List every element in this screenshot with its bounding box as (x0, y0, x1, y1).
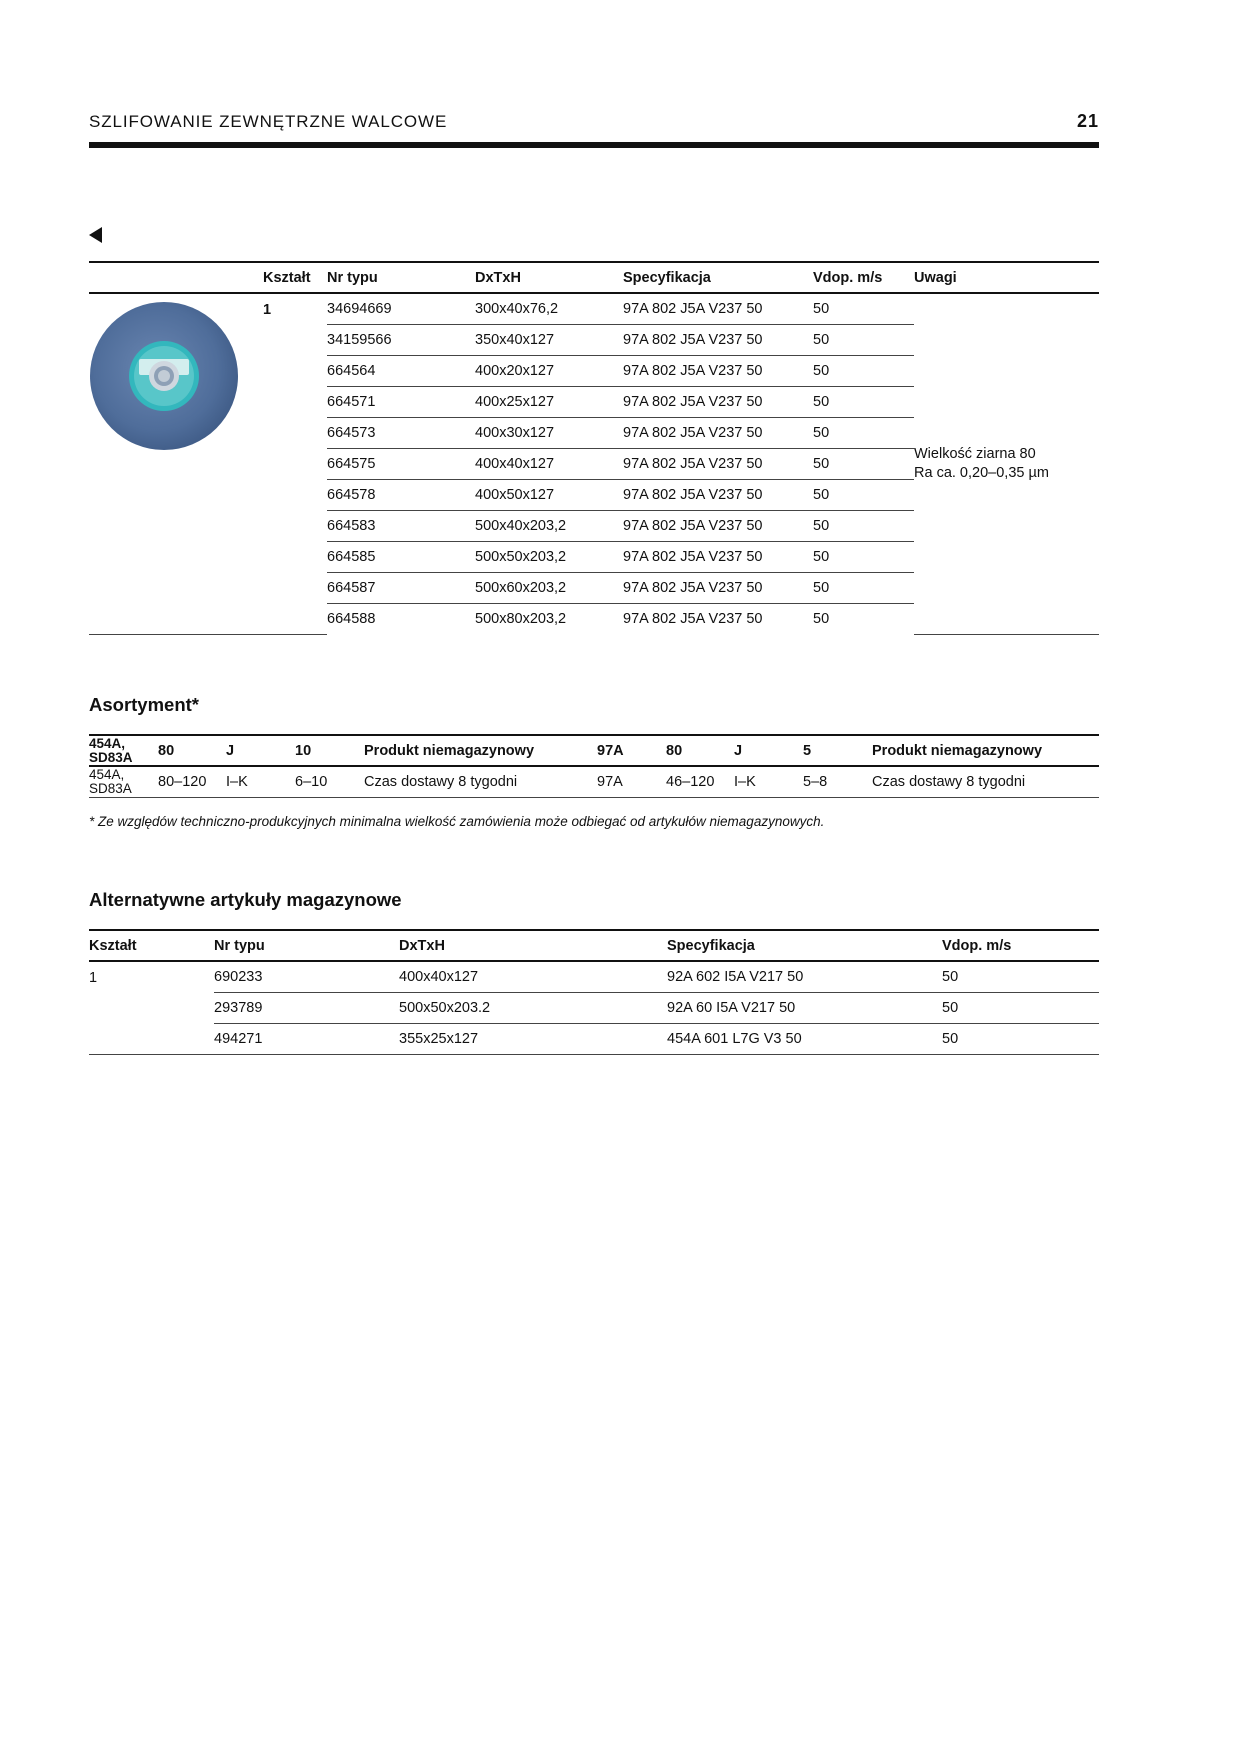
dimensions: 500x50x203.2 (399, 992, 667, 1023)
dimensions: 400x25x127 (475, 386, 623, 417)
type-number: 34694669 (327, 293, 475, 324)
type-number: 494271 (214, 1023, 399, 1054)
max-speed: 50 (813, 293, 914, 324)
page-number: 21 (1076, 111, 1099, 131)
type-number: 664575 (327, 448, 475, 479)
notes-cell (914, 293, 1099, 634)
specification: 454A 601 L7G V3 50 (667, 1023, 942, 1054)
column-header-type-no: Nr typu (327, 262, 475, 293)
type-number: 664585 (327, 541, 475, 572)
note-grain-size: Wielkość ziarna 80 (914, 445, 1036, 462)
grade: 454A, SD83A (89, 735, 158, 766)
dimensions: 400x40x127 (475, 448, 623, 479)
hardness: I–K (226, 766, 295, 797)
grade: 97A (597, 766, 666, 797)
table-row (89, 961, 1099, 992)
grade: 454A, SD83A (89, 766, 158, 797)
specification: 97A 802 J5A V237 50 (623, 293, 813, 324)
dimensions: 500x50x203,2 (475, 541, 623, 572)
column-header-type-no: Nr typu (214, 930, 399, 961)
specification: 92A 602 I5A V217 50 (667, 961, 942, 992)
alternatives-table (89, 929, 1099, 1055)
max-speed: 50 (813, 386, 914, 417)
grain: 80–120 (158, 766, 226, 797)
product-image-cell (89, 293, 263, 634)
type-number: 293789 (214, 992, 399, 1023)
hardness: J (734, 735, 803, 766)
dimensions: 400x50x127 (475, 479, 623, 510)
dimensions: 300x40x76,2 (475, 293, 623, 324)
table-row (89, 1023, 1099, 1054)
product-table (89, 261, 1099, 635)
column-header-shape: Kształt (89, 930, 214, 961)
max-speed: 50 (813, 448, 914, 479)
shape-cell (263, 293, 327, 634)
type-number: 664588 (327, 610, 376, 627)
delivery-time: Czas dostawy 8 tygodni (872, 766, 1099, 797)
grinding-wheel-icon (89, 301, 239, 451)
note-roughness: Ra ca. 0,20–0,35 µm (914, 464, 1049, 481)
specification: 97A 802 J5A V237 50 (623, 355, 813, 386)
max-speed: 50 (813, 510, 914, 541)
column-header-dimensions: DxTxH (475, 262, 623, 293)
back-arrow-icon[interactable] (89, 227, 102, 243)
hardness: I–K (734, 766, 803, 797)
availability: Produkt niemagazynowy (872, 735, 1099, 766)
header-rule (89, 142, 1099, 148)
header-title: SZLIFOWANIE ZEWNĘTRZNE WALCOWE (89, 112, 448, 131)
max-speed: 50 (942, 961, 1099, 992)
table-row (89, 293, 1099, 324)
table-row (89, 992, 1099, 1023)
type-number: 690233 (214, 961, 399, 992)
specification: 97A 802 J5A V237 50 (623, 541, 813, 572)
specification: 97A 802 J5A V237 50 (623, 610, 763, 627)
specification: 97A 802 J5A V237 50 (623, 417, 813, 448)
hardness: J (226, 735, 295, 766)
specification: 97A 802 J5A V237 50 (623, 386, 813, 417)
structure: 5–8 (803, 766, 872, 797)
alternatives-title: Alternatywne artykuły magazynowe (89, 889, 402, 910)
availability: Produkt niemagazynowy (364, 735, 597, 766)
type-number: 664587 (327, 572, 475, 603)
grain: 80 (158, 735, 226, 766)
max-speed: 50 (813, 417, 914, 448)
specification: 92A 60 I5A V217 50 (667, 992, 942, 1023)
max-speed: 50 (813, 324, 914, 355)
type-number: 664571 (327, 386, 475, 417)
specification: 97A 802 J5A V237 50 (623, 510, 813, 541)
structure: 10 (295, 735, 364, 766)
assortment-title: Asortyment* (89, 694, 199, 715)
dimensions: 355x25x127 (399, 1023, 667, 1054)
column-header-speed: Vdop. m/s (942, 930, 1099, 961)
footnote: * Ze względów techniczno-produkcyjnych minimalna wielkość zamówienia może odbiegać od artykułów niemagazynowych. (89, 814, 825, 829)
dimensions: 400x40x127 (399, 961, 667, 992)
max-speed: 50 (813, 479, 914, 510)
column-header-dimensions: DxTxH (399, 930, 667, 961)
specification: 97A 802 J5A V237 50 (623, 479, 813, 510)
column-header-shape: Kształt (263, 262, 327, 293)
grain: 46–120 (666, 766, 734, 797)
assortment-table (89, 734, 1099, 798)
specification: 97A 802 J5A V237 50 (623, 324, 813, 355)
type-number: 664578 (327, 479, 475, 510)
table-header-row (89, 262, 1099, 293)
column-header-speed: Vdop. m/s (813, 262, 914, 293)
specification: 97A 802 J5A V237 50 (623, 572, 813, 603)
assortment-row (89, 766, 1099, 797)
dimensions: 500x60x203,2 (475, 572, 623, 603)
structure: 5 (803, 735, 872, 766)
type-number: 34159566 (327, 324, 475, 355)
column-header-specification: Specyfikacja (667, 930, 942, 961)
table-header-row (89, 930, 1099, 961)
specification: 97A 802 J5A V237 50 (623, 448, 813, 479)
type-number: 664573 (327, 417, 475, 448)
max-speed: 50 (813, 541, 914, 572)
max-speed: 50 (813, 355, 914, 386)
dimensions: 350x40x127 (475, 324, 623, 355)
type-number: 664583 (327, 510, 475, 541)
grade: 97A (597, 735, 666, 766)
column-header-specification: Specyfikacja (623, 262, 813, 293)
max-speed: 50 (942, 1023, 1099, 1054)
max-speed: 50 (813, 572, 914, 603)
assortment-row (89, 735, 1099, 766)
delivery-time: Czas dostawy 8 tygodni (364, 766, 597, 797)
shape-value: 1 (89, 970, 98, 986)
max-speed: 50 (813, 610, 830, 627)
grain: 80 (666, 735, 734, 766)
dimensions: 500x40x203,2 (475, 510, 623, 541)
page-header (89, 112, 1099, 136)
shape-value: 1 (263, 302, 272, 318)
image-header-cell (89, 262, 263, 293)
type-number: 664564 (327, 355, 475, 386)
structure: 6–10 (295, 766, 364, 797)
column-header-notes: Uwagi (914, 262, 1099, 293)
dimensions: 500x80x203,2 (475, 610, 567, 627)
max-speed: 50 (942, 992, 1099, 1023)
dimensions: 400x30x127 (475, 417, 623, 448)
shape-cell (89, 961, 214, 1054)
dimensions: 400x20x127 (475, 355, 623, 386)
